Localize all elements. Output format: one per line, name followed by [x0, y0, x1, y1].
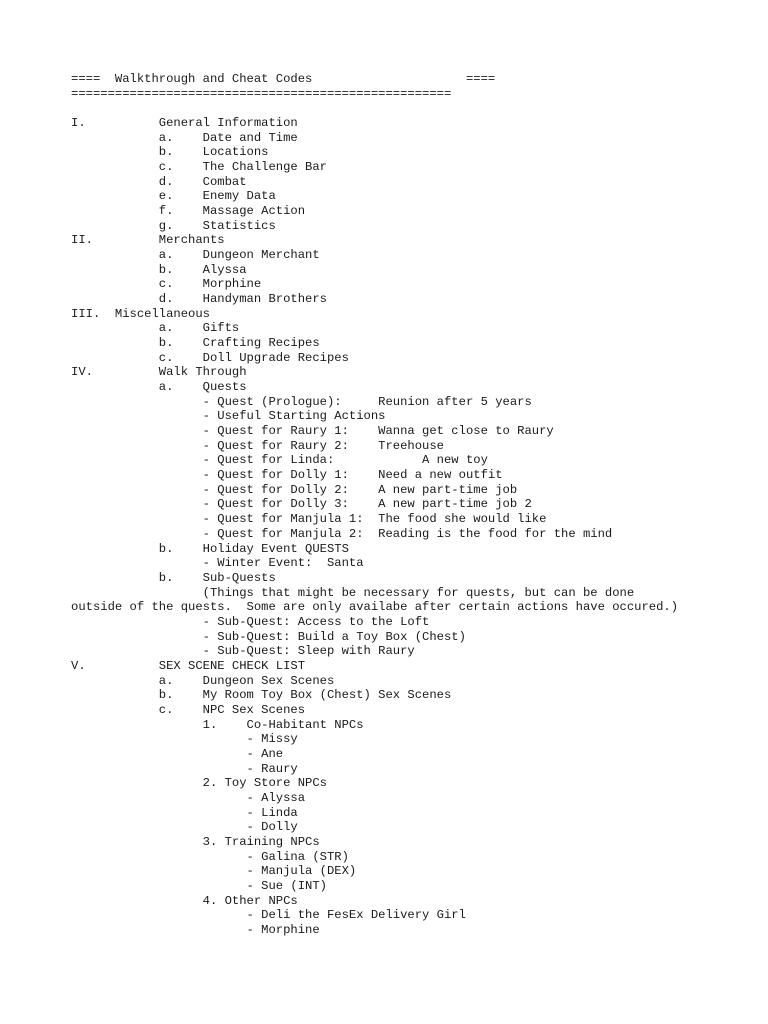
document-body — [71, 72, 761, 938]
toc-line: - Manjula (DEX) — [71, 864, 357, 879]
table-of-contents — [71, 116, 761, 938]
toc-line: - Deli the FesEx Delivery Girl — [71, 908, 466, 923]
toc-line: b. Crafting Recipes — [71, 336, 320, 351]
toc-line: b. Sub-Quests — [71, 570, 276, 585]
toc-line: 1. Co-Habitant NPCs — [71, 717, 364, 732]
toc-line: d. Combat — [71, 174, 247, 189]
toc-line: a. Dungeon Merchant — [71, 248, 320, 263]
toc-line: 4. Other NPCs — [71, 893, 298, 908]
toc-line: e. Enemy Data — [71, 189, 276, 204]
toc-line: a. Quests — [71, 380, 247, 395]
toc-line: - Useful Starting Actions — [71, 409, 386, 424]
toc-line: - Linda — [71, 805, 298, 820]
toc-line: - Quest for Raury 1: Wanna get close to Raury — [71, 424, 554, 439]
toc-line: - Quest for Dolly 1: Need a new outfit — [71, 468, 503, 483]
toc-line: III. Miscellaneous — [71, 306, 210, 321]
toc-line: - Sub-Quest: Access to the Loft — [71, 614, 430, 629]
toc-line: IV. Walk Through — [71, 365, 247, 380]
toc-line: c. Doll Upgrade Recipes — [71, 350, 349, 365]
toc-line: - Morphine — [71, 922, 320, 937]
blank-line — [71, 101, 761, 116]
toc-line: f. Massage Action — [71, 204, 306, 219]
toc-line: a. Date and Time — [71, 130, 298, 145]
toc-line: c. NPC Sex Scenes — [71, 702, 306, 717]
toc-line: - Quest for Raury 2: Treehouse — [71, 438, 444, 453]
toc-line: outside of the quests. Some are only availabe after certain actions have occured.) — [71, 600, 679, 615]
toc-line: - Quest for Linda: A new toy — [71, 453, 488, 468]
toc-line: - Alyssa — [71, 790, 306, 805]
toc-line: - Missy — [71, 732, 298, 747]
toc-line: I. General Information — [71, 116, 298, 131]
toc-line: - Quest for Dolly 2: A new part-time job — [71, 482, 518, 497]
toc-line: - Sub-Quest: Sleep with Raury — [71, 644, 415, 659]
toc-line: c. Morphine — [71, 277, 262, 292]
toc-line: b. My Room Toy Box (Chest) Sex Scenes — [71, 688, 452, 703]
toc-line: - Quest for Dolly 3: A new part-time job 2 — [71, 497, 532, 512]
toc-line: b. Alyssa — [71, 262, 247, 277]
toc-line: - Sub-Quest: Build a Toy Box (Chest) — [71, 629, 466, 644]
title-rule: ==================================================== — [71, 86, 452, 101]
toc-line: - Ane — [71, 746, 284, 761]
toc-line: a. Dungeon Sex Scenes — [71, 673, 335, 688]
toc-line: - Winter Event: Santa — [71, 556, 364, 571]
toc-line: - Dolly — [71, 820, 298, 835]
toc-line: a. Gifts — [71, 321, 240, 336]
toc-line: II. Merchants — [71, 233, 225, 248]
toc-line: - Raury — [71, 761, 298, 776]
toc-line: - Sue (INT) — [71, 878, 327, 893]
toc-line: b. Locations — [71, 145, 269, 160]
toc-line: b. Holiday Event QUESTS — [71, 541, 349, 556]
toc-line: - Quest for Manjula 2: Reading is the food for the mind — [71, 526, 613, 541]
toc-line: (Things that might be necessary for quests, but can be done — [71, 585, 635, 600]
toc-line: V. SEX SCENE CHECK LIST — [71, 658, 306, 673]
toc-line: - Quest for Manjula 1: The food she would like — [71, 512, 547, 527]
toc-line: g. Statistics — [71, 218, 276, 233]
toc-line: c. The Challenge Bar — [71, 160, 327, 175]
toc-line: - Galina (STR) — [71, 849, 349, 864]
document-title: ==== Walkthrough and Cheat Codes ==== — [71, 72, 496, 86]
toc-line: d. Handyman Brothers — [71, 292, 327, 307]
toc-line: 3. Training NPCs — [71, 834, 320, 849]
toc-line: - Quest (Prologue): Reunion after 5 years — [71, 394, 532, 409]
toc-line: 2. Toy Store NPCs — [71, 776, 327, 791]
